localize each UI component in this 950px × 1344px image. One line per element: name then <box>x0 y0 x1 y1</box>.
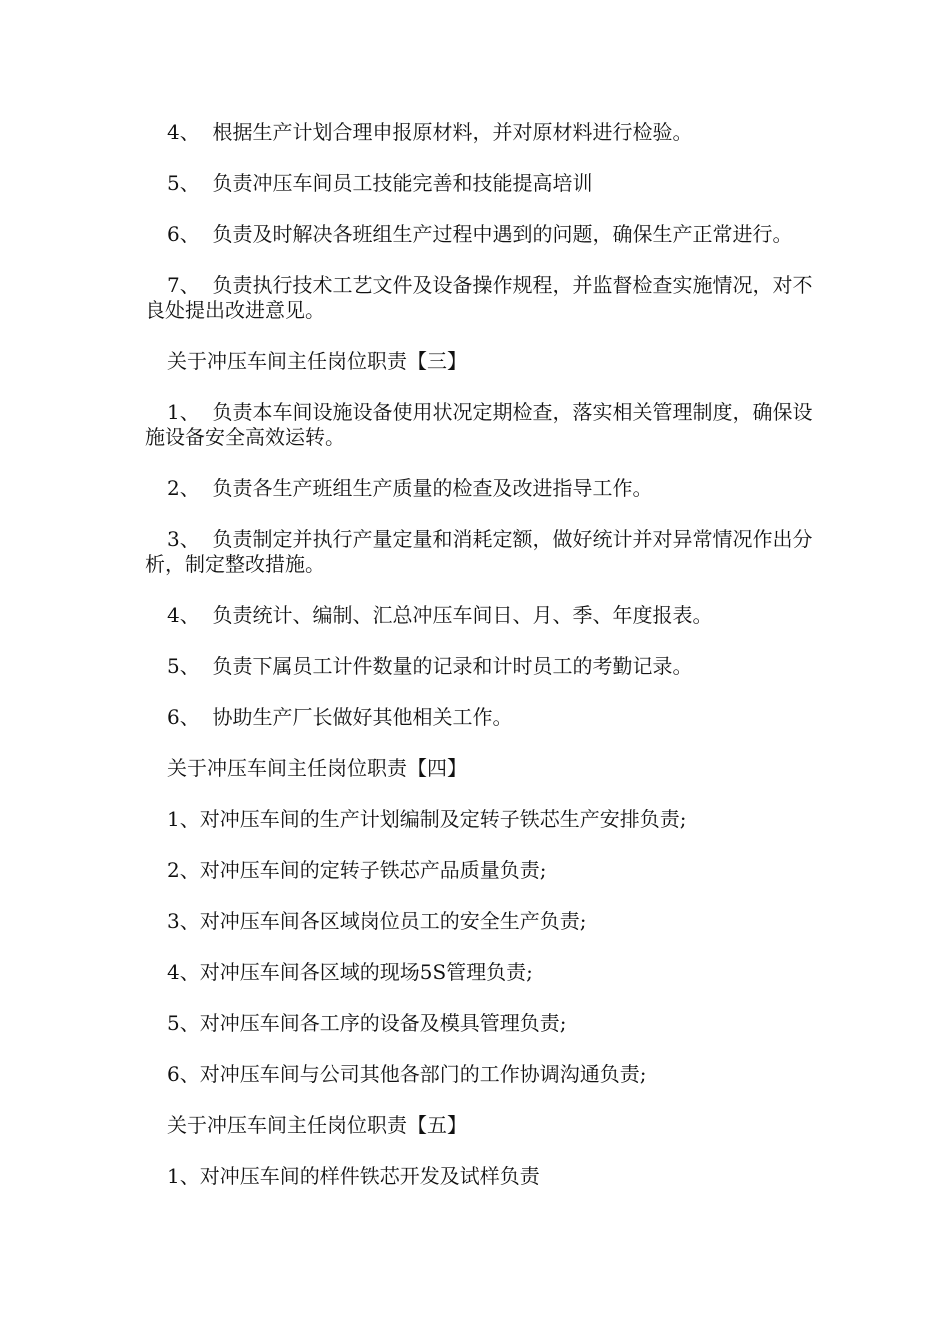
paragraph-item-7: 7、 负责执行技术工艺文件及设备操作规程，并监督检查实施情况，对不良处提出改进意见。 <box>145 273 813 322</box>
section-four-item-1: 1、对冲压车间的生产计划编制及定转子铁芯生产安排负责; <box>167 807 687 831</box>
section-three-item-2: 2、 负责各生产班组生产质量的检查及改进指导工作。 <box>167 476 653 500</box>
section-three-item-3: 3、 负责制定并执行产量定量和消耗定额，做好统计并对异常情况作出分析，制定整改措施。 <box>145 527 813 576</box>
paragraph-item-5: 5、 负责冲压车间员工技能完善和技能提高培训 <box>167 171 593 195</box>
document-body <box>145 120 815 1189</box>
section-five-item-1: 1、对冲压车间的样件铁芯开发及试样负责 <box>167 1164 540 1188</box>
paragraph-item-4: 4、 根据生产计划合理申报原材料，并对原材料进行检验。 <box>167 120 693 144</box>
section-four-item-3: 3、对冲压车间各区域岗位员工的安全生产负责; <box>167 909 587 933</box>
section-heading-four: 关于冲压车间主任岗位职责【四】 <box>167 756 467 780</box>
paragraph-item-6: 6、 负责及时解决各班组生产过程中遇到的问题，确保生产正常进行。 <box>167 222 793 246</box>
section-three-item-5: 5、 负责下属员工计件数量的记录和计时员工的考勤记录。 <box>167 654 693 678</box>
section-three-item-6: 6、 协助生产厂长做好其他相关工作。 <box>167 705 513 729</box>
section-three-item-4: 4、 负责统计、编制、汇总冲压车间日、月、季、年度报表。 <box>167 603 713 627</box>
section-four-item-4: 4、对冲压车间各区域的现场5S管理负责; <box>167 960 533 984</box>
section-heading-five: 关于冲压车间主任岗位职责【五】 <box>167 1113 467 1137</box>
section-four-item-6: 6、对冲压车间与公司其他各部门的工作协调沟通负责; <box>167 1062 647 1086</box>
section-four-item-5: 5、对冲压车间各工序的设备及模具管理负责; <box>167 1011 567 1035</box>
section-four-item-2: 2、对冲压车间的定转子铁芯产品质量负责; <box>167 858 547 882</box>
section-heading-three: 关于冲压车间主任岗位职责【三】 <box>167 349 467 373</box>
section-three-item-1: 1、 负责本车间设施设备使用状况定期检查，落实相关管理制度，确保设施设备安全高效运转。 <box>145 400 813 449</box>
